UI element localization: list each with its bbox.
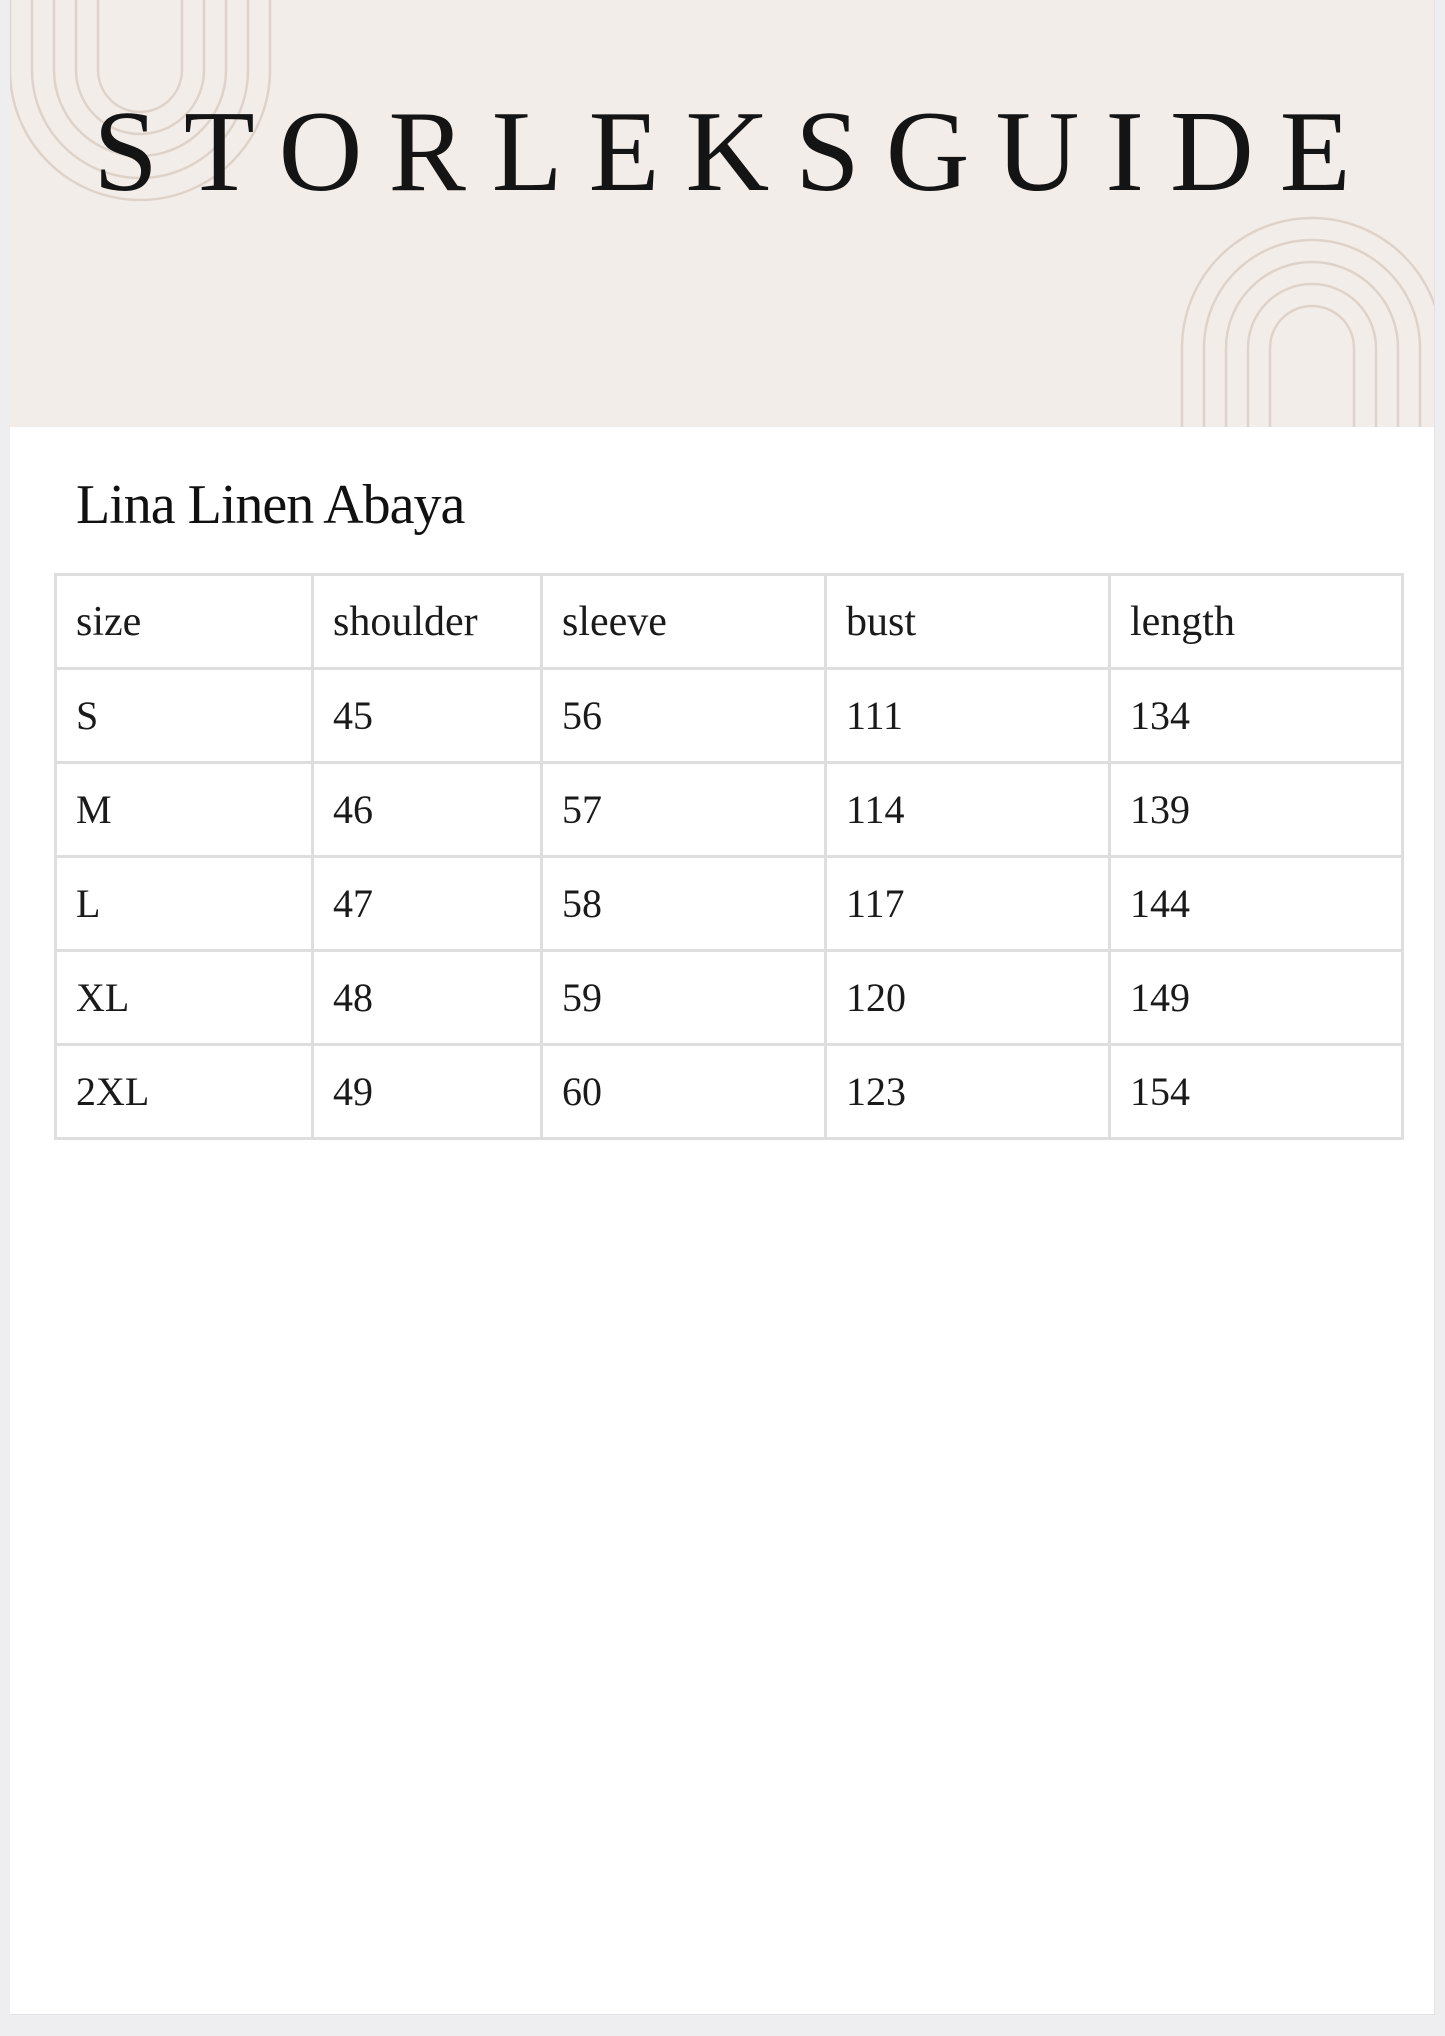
cell-sleeve: 57 [542, 763, 826, 857]
cell-length: 134 [1110, 669, 1403, 763]
column-header-size: size [56, 575, 313, 669]
cell-shoulder: 47 [313, 857, 542, 951]
cell-length: 139 [1110, 763, 1403, 857]
table-row [56, 857, 1403, 951]
header-banner [10, 0, 1434, 427]
cell-size: S [56, 669, 313, 763]
cell-sleeve: 60 [542, 1045, 826, 1139]
cell-bust: 117 [826, 857, 1110, 951]
cell-shoulder: 45 [313, 669, 542, 763]
cell-length: 154 [1110, 1045, 1403, 1139]
product-title: Lina Linen Abaya [76, 474, 465, 536]
size-guide-page [10, 0, 1435, 2015]
concentric-arches-icon [1160, 206, 1434, 427]
column-header-length: length [1110, 575, 1403, 669]
cell-sleeve: 58 [542, 857, 826, 951]
table-row [56, 669, 1403, 763]
size-table [54, 573, 1404, 1140]
cell-length: 144 [1110, 857, 1403, 951]
cell-size: L [56, 857, 313, 951]
cell-bust: 114 [826, 763, 1110, 857]
cell-size: M [56, 763, 313, 857]
column-header-shoulder: shoulder [313, 575, 542, 669]
cell-size: XL [56, 951, 313, 1045]
page-title: STORLEKSGUIDE [93, 88, 1377, 216]
table-row [56, 1045, 1403, 1139]
cell-length: 149 [1110, 951, 1403, 1045]
cell-shoulder: 46 [313, 763, 542, 857]
table-row [56, 951, 1403, 1045]
column-header-bust: bust [826, 575, 1110, 669]
cell-sleeve: 59 [542, 951, 826, 1045]
table-header-row [56, 575, 1403, 669]
table-row [56, 763, 1403, 857]
cell-shoulder: 49 [313, 1045, 542, 1139]
cell-bust: 111 [826, 669, 1110, 763]
cell-size: 2XL [56, 1045, 313, 1139]
column-header-sleeve: sleeve [542, 575, 826, 669]
cell-bust: 123 [826, 1045, 1110, 1139]
cell-shoulder: 48 [313, 951, 542, 1045]
cell-bust: 120 [826, 951, 1110, 1045]
cell-sleeve: 56 [542, 669, 826, 763]
